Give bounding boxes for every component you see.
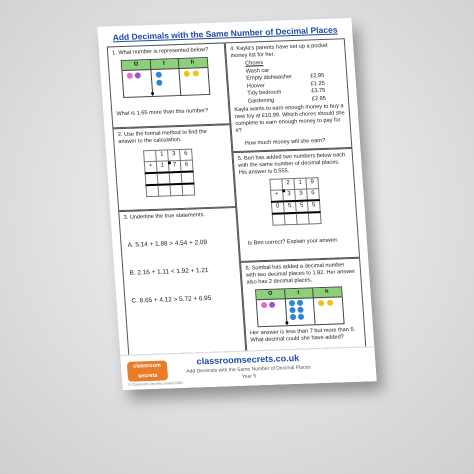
q2-grid-cell xyxy=(145,173,158,185)
q2-grid-cell xyxy=(181,172,194,184)
q1-counter-yellow xyxy=(193,70,199,76)
q1-counter-blue xyxy=(156,80,162,86)
question-3 xyxy=(118,207,246,356)
q6-counter-blue xyxy=(289,307,295,313)
q5-grid-cell: 3 xyxy=(283,189,296,201)
q2-grid-cell: 6 xyxy=(180,160,193,172)
q2-grid-cell: 3 xyxy=(168,150,181,161)
logo-line-2: secrets xyxy=(137,372,158,380)
q5-grid-cell: 5 xyxy=(295,201,308,213)
q1-counter-purple xyxy=(135,72,141,78)
q6-place-value-chart xyxy=(255,286,345,327)
question-6 xyxy=(240,258,366,352)
question-4 xyxy=(225,38,353,152)
chore-name: Empty dishwasher xyxy=(246,74,293,82)
q5-grid-cell: 0 xyxy=(271,201,284,213)
q6-header-ones: O xyxy=(267,290,273,297)
q6-counter-purple xyxy=(269,302,275,308)
chore-price: £1.25 xyxy=(310,80,326,87)
footer-site: classroomsecrets.co.uk xyxy=(196,352,300,367)
chore-name: Hoover xyxy=(246,82,266,90)
chore-name: Gardening xyxy=(247,97,275,105)
q5-grid-cell: 5 xyxy=(307,200,320,212)
logo-line-1: classroom xyxy=(133,362,162,370)
q2-grid-cell: + xyxy=(144,161,157,173)
q2-grid-cell xyxy=(158,184,171,196)
q5-decimal-point xyxy=(282,189,285,192)
q1-counter-yellow xyxy=(184,71,190,77)
q6-header-hundredths: h xyxy=(324,288,329,295)
worksheet-title: Add Decimals with the Same Number of Decimal Places xyxy=(112,24,338,43)
q1-header-tenths: t xyxy=(162,60,166,67)
q5-grid-cell: 2 xyxy=(282,179,295,190)
chore-price: £2.95 xyxy=(311,95,327,102)
q1-text: 1. What number is represented below? xyxy=(111,47,209,57)
q5-grid-cell xyxy=(308,212,321,224)
chore-price xyxy=(324,65,325,72)
q5-column-addition-grid xyxy=(269,177,321,226)
q2-grid-cell xyxy=(146,185,159,197)
q2-grid-cell xyxy=(182,184,195,196)
q5-grid-row xyxy=(272,212,321,225)
q5-grid-cell: 5 xyxy=(283,201,296,213)
q4-text: 4. Kayla's parents have set up a pocket money list for her. xyxy=(229,42,328,60)
q1-place-value-chart xyxy=(121,57,211,98)
q5-grid-cell xyxy=(270,179,283,190)
q5-grid-cell xyxy=(284,213,297,225)
q2-grid-cell: 1 xyxy=(156,161,169,173)
q6-header-tenths: t xyxy=(297,289,300,296)
question-5 xyxy=(232,148,360,262)
worksheet-page xyxy=(97,18,376,390)
q6-text: 6. Sombal has added a decimal number with two decimal places to 1.82. Her answer also has 2 decimal places. xyxy=(245,262,356,286)
q2-column-addition-grid xyxy=(143,149,195,198)
q6-counter-blue xyxy=(290,314,296,320)
q4-text3: How much money will she earn? xyxy=(244,137,326,147)
q2-grid-cell xyxy=(170,184,183,196)
q2-grid-cell xyxy=(157,172,170,184)
q2-decimal-point xyxy=(168,161,171,164)
q5-grid-cell: 9 xyxy=(306,178,319,189)
q5-text2: Is Ben correct? Explain your answer. xyxy=(247,237,339,247)
q5-grid-cell: 1 xyxy=(294,178,307,189)
q3-statement-a: A. 5.14 + 1.88 > 4.54 + 2.09 xyxy=(127,239,208,249)
q2-grid-cell: 6 xyxy=(180,149,193,160)
chore-price: £3.75 xyxy=(311,87,326,95)
q5-grid-cell: 6 xyxy=(307,189,320,201)
q4-chores-heading: Chores xyxy=(245,60,264,67)
worksheet-footer xyxy=(120,346,376,390)
question-1 xyxy=(107,42,231,128)
q6-counter-blue xyxy=(297,307,303,313)
q6-counter-pink xyxy=(261,302,267,308)
q3-statement-b: B. 2.16 + 1.11 < 1.92 + 1.21 xyxy=(129,267,209,277)
q5-grid-cell: 3 xyxy=(295,189,308,201)
q6-text2: Her answer is less than 7 but more than 5. What decimal could she have added? xyxy=(249,326,356,344)
q2-grid-cell: 1 xyxy=(156,150,169,161)
question-2 xyxy=(112,124,236,211)
q6-counter-blue xyxy=(289,300,295,306)
q1-decimal-point xyxy=(151,92,154,95)
q5-text: 5. Ben has added two numbers below each with the same number of decimal places. His answer is 0.555. xyxy=(237,152,346,176)
q1-counter-pink xyxy=(127,73,133,79)
chore-name: Wash car xyxy=(245,67,270,75)
chore-name: Tidy bedroom xyxy=(247,89,282,97)
footer-copyright: © Classroom Secrets Limited 2020 xyxy=(128,380,183,387)
q6-counter-yellow xyxy=(327,300,333,306)
q5-grid-cell: + xyxy=(271,190,284,202)
footer-year: Year 5 xyxy=(241,373,257,380)
q1-header-ones: O xyxy=(133,61,139,68)
chore-price: £2.95 xyxy=(310,72,325,80)
q6-counter-blue xyxy=(298,314,304,320)
q3-statement-c: C. 8.65 + 4.12 > 5.72 + 6.95 xyxy=(131,294,212,305)
q1-question2: What is 1.65 more than this number? xyxy=(116,108,209,118)
q2-grid-row xyxy=(146,184,195,197)
q5-grid-cell xyxy=(272,213,285,225)
q2-text: 2. Use the formal method to find the answer to the calculation. xyxy=(117,129,208,146)
q2-grid-cell: 7 xyxy=(168,160,181,172)
q4-text2: Kayla wants to earn enough money to buy a new toy at £10.99. Which chores should she complete to earn enough money to pay for it? xyxy=(234,103,345,134)
q6-decimal-point xyxy=(285,321,288,324)
q2-grid-cell xyxy=(169,172,182,184)
q5-grid-cell xyxy=(296,213,309,225)
q1-header-hundredths: h xyxy=(190,59,195,66)
q3-text: 3. Underline the true statements. xyxy=(123,212,206,221)
q6-counter-blue xyxy=(297,300,303,306)
worksheet-sheet xyxy=(97,18,376,390)
footer-subtitle: Add Decimals with the Same Number of Decimal Places xyxy=(186,364,312,375)
q4-chores-list xyxy=(245,58,326,106)
q1-counter-blue xyxy=(156,72,162,78)
q6-counter-yellow xyxy=(318,300,324,306)
q2-grid-cell xyxy=(144,150,157,161)
